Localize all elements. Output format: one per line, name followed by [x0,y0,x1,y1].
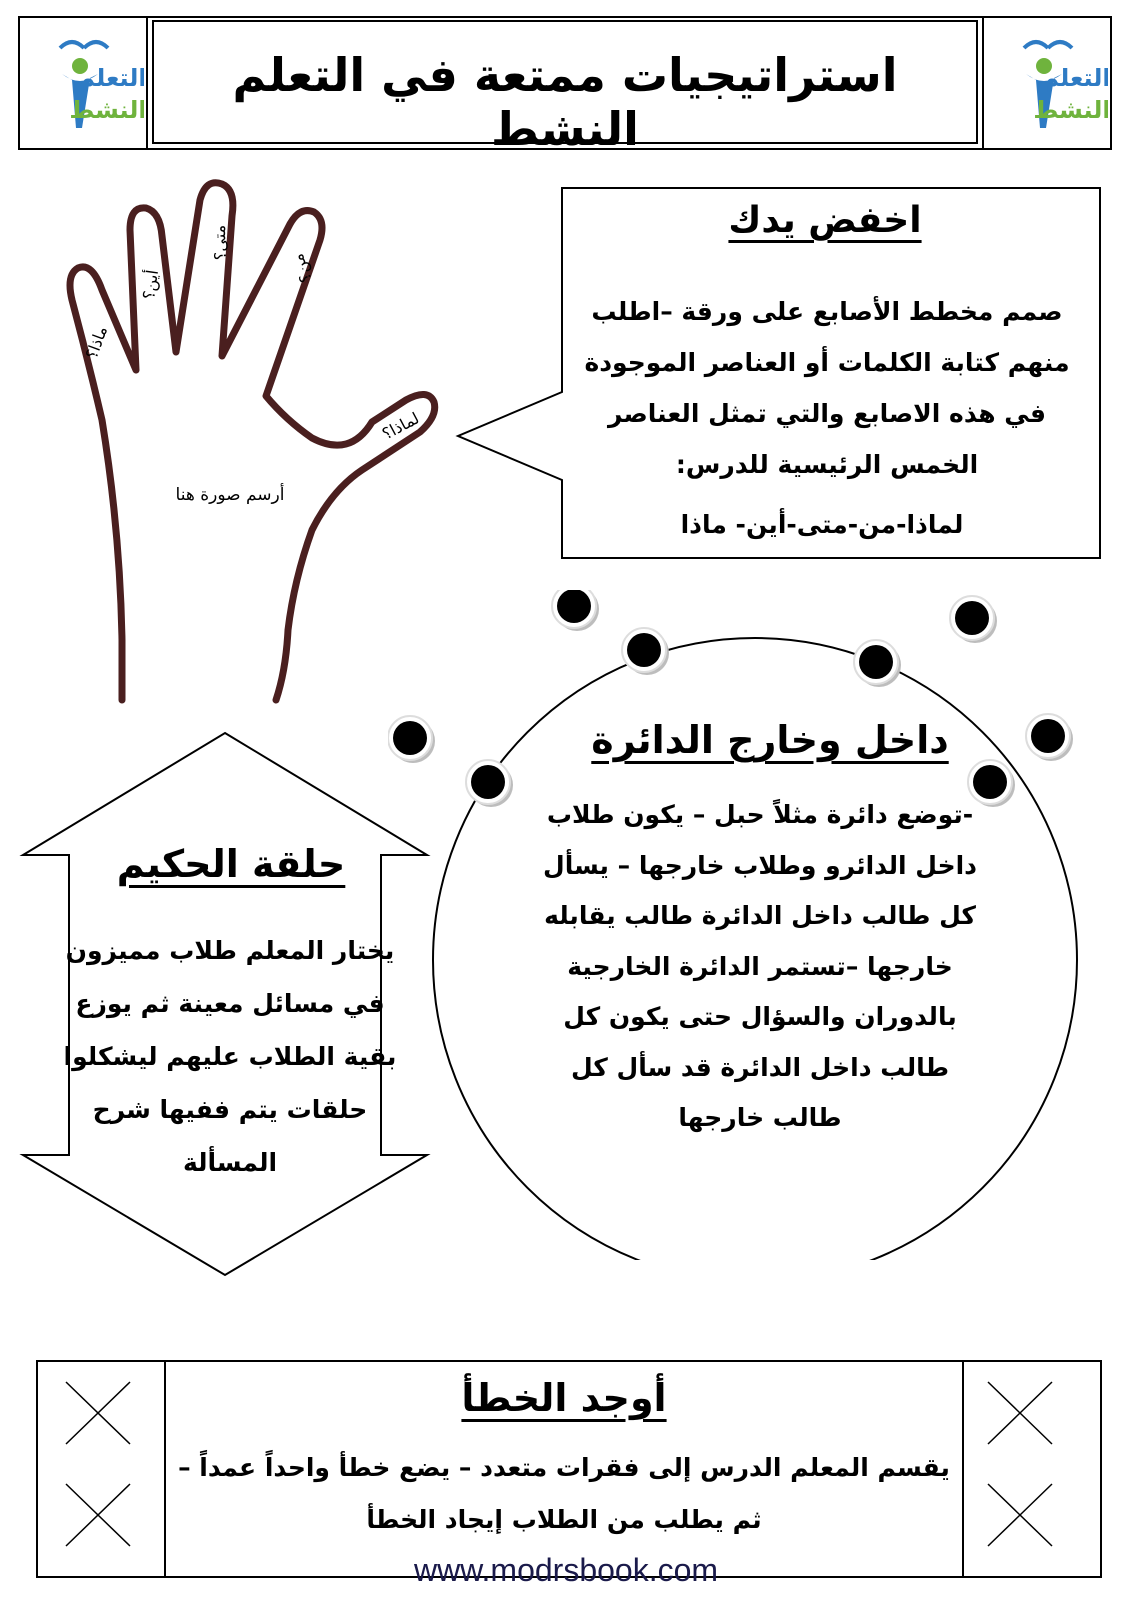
website-link[interactable]: www.modrsbook.com [413,1552,719,1588]
finger-label-who: من؟ [287,251,316,286]
wise-circle-body: يختار المعلم طلاب مميزون في مسائل معينة ثم يوزع بقية الطلاب عليهم ليشكلوا حلقات يتم ففيها شرح المسألة [63,936,397,1177]
dot-icon [627,633,661,667]
svg-text:التعلم: التعلم [1041,64,1108,92]
svg-text:النشط: النشط [1033,96,1108,124]
finger-label-when: متى؟ [209,224,230,261]
finger-label-why: لماذا؟ [378,408,423,444]
svg-text:التعلم: التعلم [77,64,144,92]
logo-right [982,18,1110,148]
dot-icon [1031,719,1065,753]
wise-circle-title: حلقة الحكيم [116,842,346,886]
finger-label-where: أين؟ [139,268,163,301]
circle-strategy-body: -توضع دائرة مثلاً حبل – يكون طلاب داخل الدائرو وطلاب خارجها – يسأل كل طالب داخل الدائرة طالب يقابله خارجها –تستمر الدائرة الخارجية بالدوران والسؤال حتى يكون كل طالب داخل الدائرة قد سأل كل طالب خارجها [543,800,977,1132]
svg-text:النشط: النشط [69,96,144,124]
hand-strategy-body: صمم مخطط الأصابع على ورقة –اطلب منهم كتابة الكلمات أو العناصر الموجودة في هذه الاصابع والتي تمثل العناصر الخمس الرئيسية للدرس: [584,297,1070,479]
dot-icon [859,645,893,679]
dot-icon [557,590,591,623]
find-error-box [36,1360,1102,1578]
find-error-content [164,1362,964,1576]
hand-strategy-title: اخفض يدك [728,200,922,241]
circle-strategy-title: داخل وخارج الدائرة [591,718,949,762]
logo-icon [984,18,1108,144]
dot-icon [955,601,989,635]
cross-icon [48,1374,148,1564]
dot-icon [471,765,505,799]
logo-icon [20,18,144,144]
cross-icon [970,1374,1070,1564]
title-box [152,20,978,156]
palm-label: أرسم صورة هنا [175,485,285,505]
find-error-body: يقسم المعلم الدرس إلى فقرات متعدد – يضع خطأ واحداً عمداً – ثم يطلب من الطلاب إيجاد الخطأ [178,1453,950,1534]
page-title: استراتيجيات ممتعة في التعلم النشط [232,48,898,156]
find-error-title: أوجد الخطأ [461,1376,667,1420]
logo-left [20,18,148,148]
header [18,16,1112,156]
hand-strategy-words: لماذا-من-متى-أين- ماذا [680,510,964,539]
finger-label-what: ماذا؟ [81,323,112,362]
